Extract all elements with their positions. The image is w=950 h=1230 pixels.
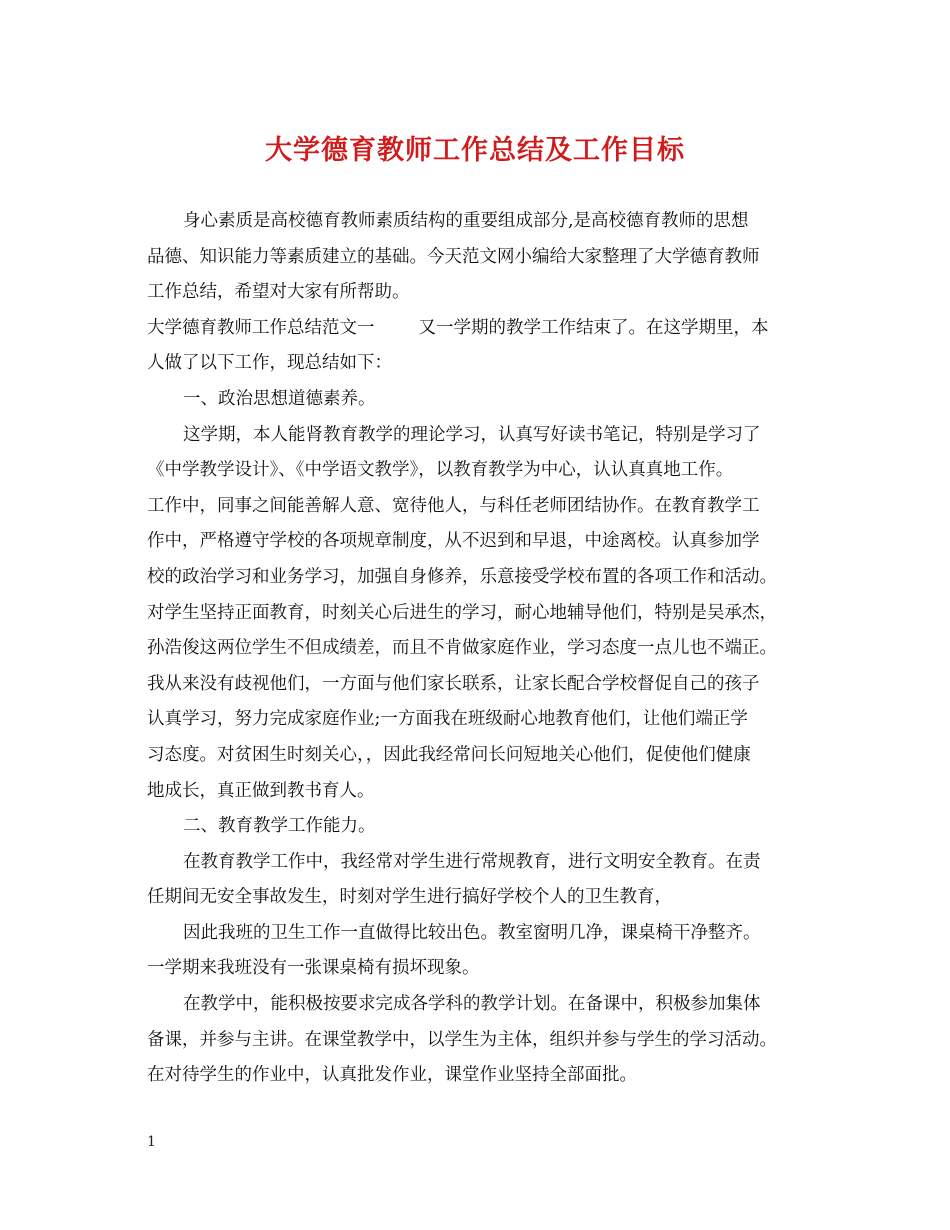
text-line-content: 人做了以下工作，现总结如下：	[147, 353, 392, 374]
text-line	[147, 346, 807, 382]
text-line-content: 一、政治思想道德素养。	[183, 388, 376, 409]
text-line-content: 在教学中，能积极按要求完成各学科的教学计划。在备课中，积极参加集体	[183, 994, 761, 1015]
text-line-content: 《中学教学设计》、《中学语文教学》，以教育教学为中心，认认真真地工作。	[147, 460, 734, 481]
document-title: 大学德育教师工作总结及工作目标	[265, 135, 685, 166]
text-line-content: 身心素质是高校德育教师素质结构的重要组成部分,是高校德育教师的思想	[183, 211, 749, 231]
text-line-content: 一学期来我班没有一张课桌椅有损坏现象。	[147, 958, 480, 979]
text-line	[147, 453, 807, 489]
text-line-content: 地成长，真正做到教书育人。	[147, 780, 375, 801]
text-line-content: 备课，并参与主讲。在课堂教学中，以学生为主体，组织并参与学生的学习活动。	[147, 1029, 777, 1050]
text-line-content: 我从来没有歧视他们，一方面与他们家长联系，让家长配合学校督促自己的孩子	[147, 673, 760, 694]
text-line	[147, 524, 807, 560]
text-line-content: 因此我班的卫生工作一直做得比较出色。教室窗明几净，课桌椅干净整齐。	[183, 922, 761, 943]
text-line-content: 认真学习，努力完成家庭作业;一方面我在班级耐心地教育他们，让他们端正学	[147, 709, 748, 730]
text-line	[147, 631, 807, 667]
text-line-content: 大学德育教师工作总结范文一	[147, 317, 375, 338]
text-line-content: 二、教育教学工作能力。	[183, 816, 376, 837]
text-line	[147, 987, 807, 1023]
text-line	[147, 240, 807, 276]
text-line	[147, 667, 807, 703]
text-line	[147, 809, 807, 845]
document-body	[147, 204, 807, 1094]
page-number: 1	[147, 1134, 156, 1150]
text-line	[147, 275, 807, 311]
text-line	[147, 951, 807, 987]
text-line-content: 对学生坚持正面教育，时刻关心后进生的学习，耐心地辅导他们，特别是吴承杰，	[147, 602, 777, 623]
text-line-content: 在教育教学工作中，我经常对学生进行常规教育，进行文明安全教育。在责	[183, 851, 761, 872]
text-line	[147, 916, 807, 952]
text-line	[147, 774, 807, 810]
text-line	[147, 382, 807, 418]
text-line-content: 在对待学生的作业中，认真批发作业，课堂作业坚持全部面批。	[147, 1065, 637, 1086]
text-line	[147, 845, 807, 881]
text-line	[147, 418, 807, 454]
text-line	[147, 1058, 807, 1094]
text-line	[147, 1023, 807, 1059]
text-line	[147, 880, 807, 916]
text-line	[147, 489, 807, 525]
text-line-content: 工作中，同事之间能善解人意、宽待他人，与科任老师团结协作。在教育教学工	[147, 495, 760, 516]
text-line-continuation: 又一学期的教学工作结束了。在这学期里，本	[418, 317, 769, 338]
text-line	[147, 560, 807, 596]
text-line	[147, 311, 807, 347]
text-line	[147, 738, 807, 774]
text-line-content: 校的政治学习和业务学习，加强自身修养，乐意接受学校布置的各项工作和活动。	[147, 566, 777, 587]
text-line	[147, 204, 807, 240]
text-line-content: 品德、知识能力等素质建立的基础。今天范文网小编给大家整理了大学德育教师	[147, 246, 760, 267]
text-line-content: 工作总结，希望对大家有所帮助。	[147, 282, 410, 303]
text-line-content: 任期间无安全事故发生，时刻对学生进行搞好学校个人的卫生教育，	[147, 887, 672, 908]
text-line-content: 作中，严格遵守学校的各项规章制度，从不迟到和早退，中途离校。认真参加学	[147, 531, 760, 552]
text-line-content: 孙浩俊这两位学生不但成绩差，而且不肯做家庭作业，学习态度一点儿也不端正。	[147, 638, 777, 659]
text-line-content: 这学期，本人能肾教育教学的理论学习，认真写好读书笔记，特别是学习了	[183, 424, 761, 445]
text-line	[147, 596, 807, 632]
text-line-content: 习态度。对贫困生时刻关心，，因此我经常问长问短地关心他们，促使他们健康	[147, 744, 751, 765]
text-line	[147, 702, 807, 738]
